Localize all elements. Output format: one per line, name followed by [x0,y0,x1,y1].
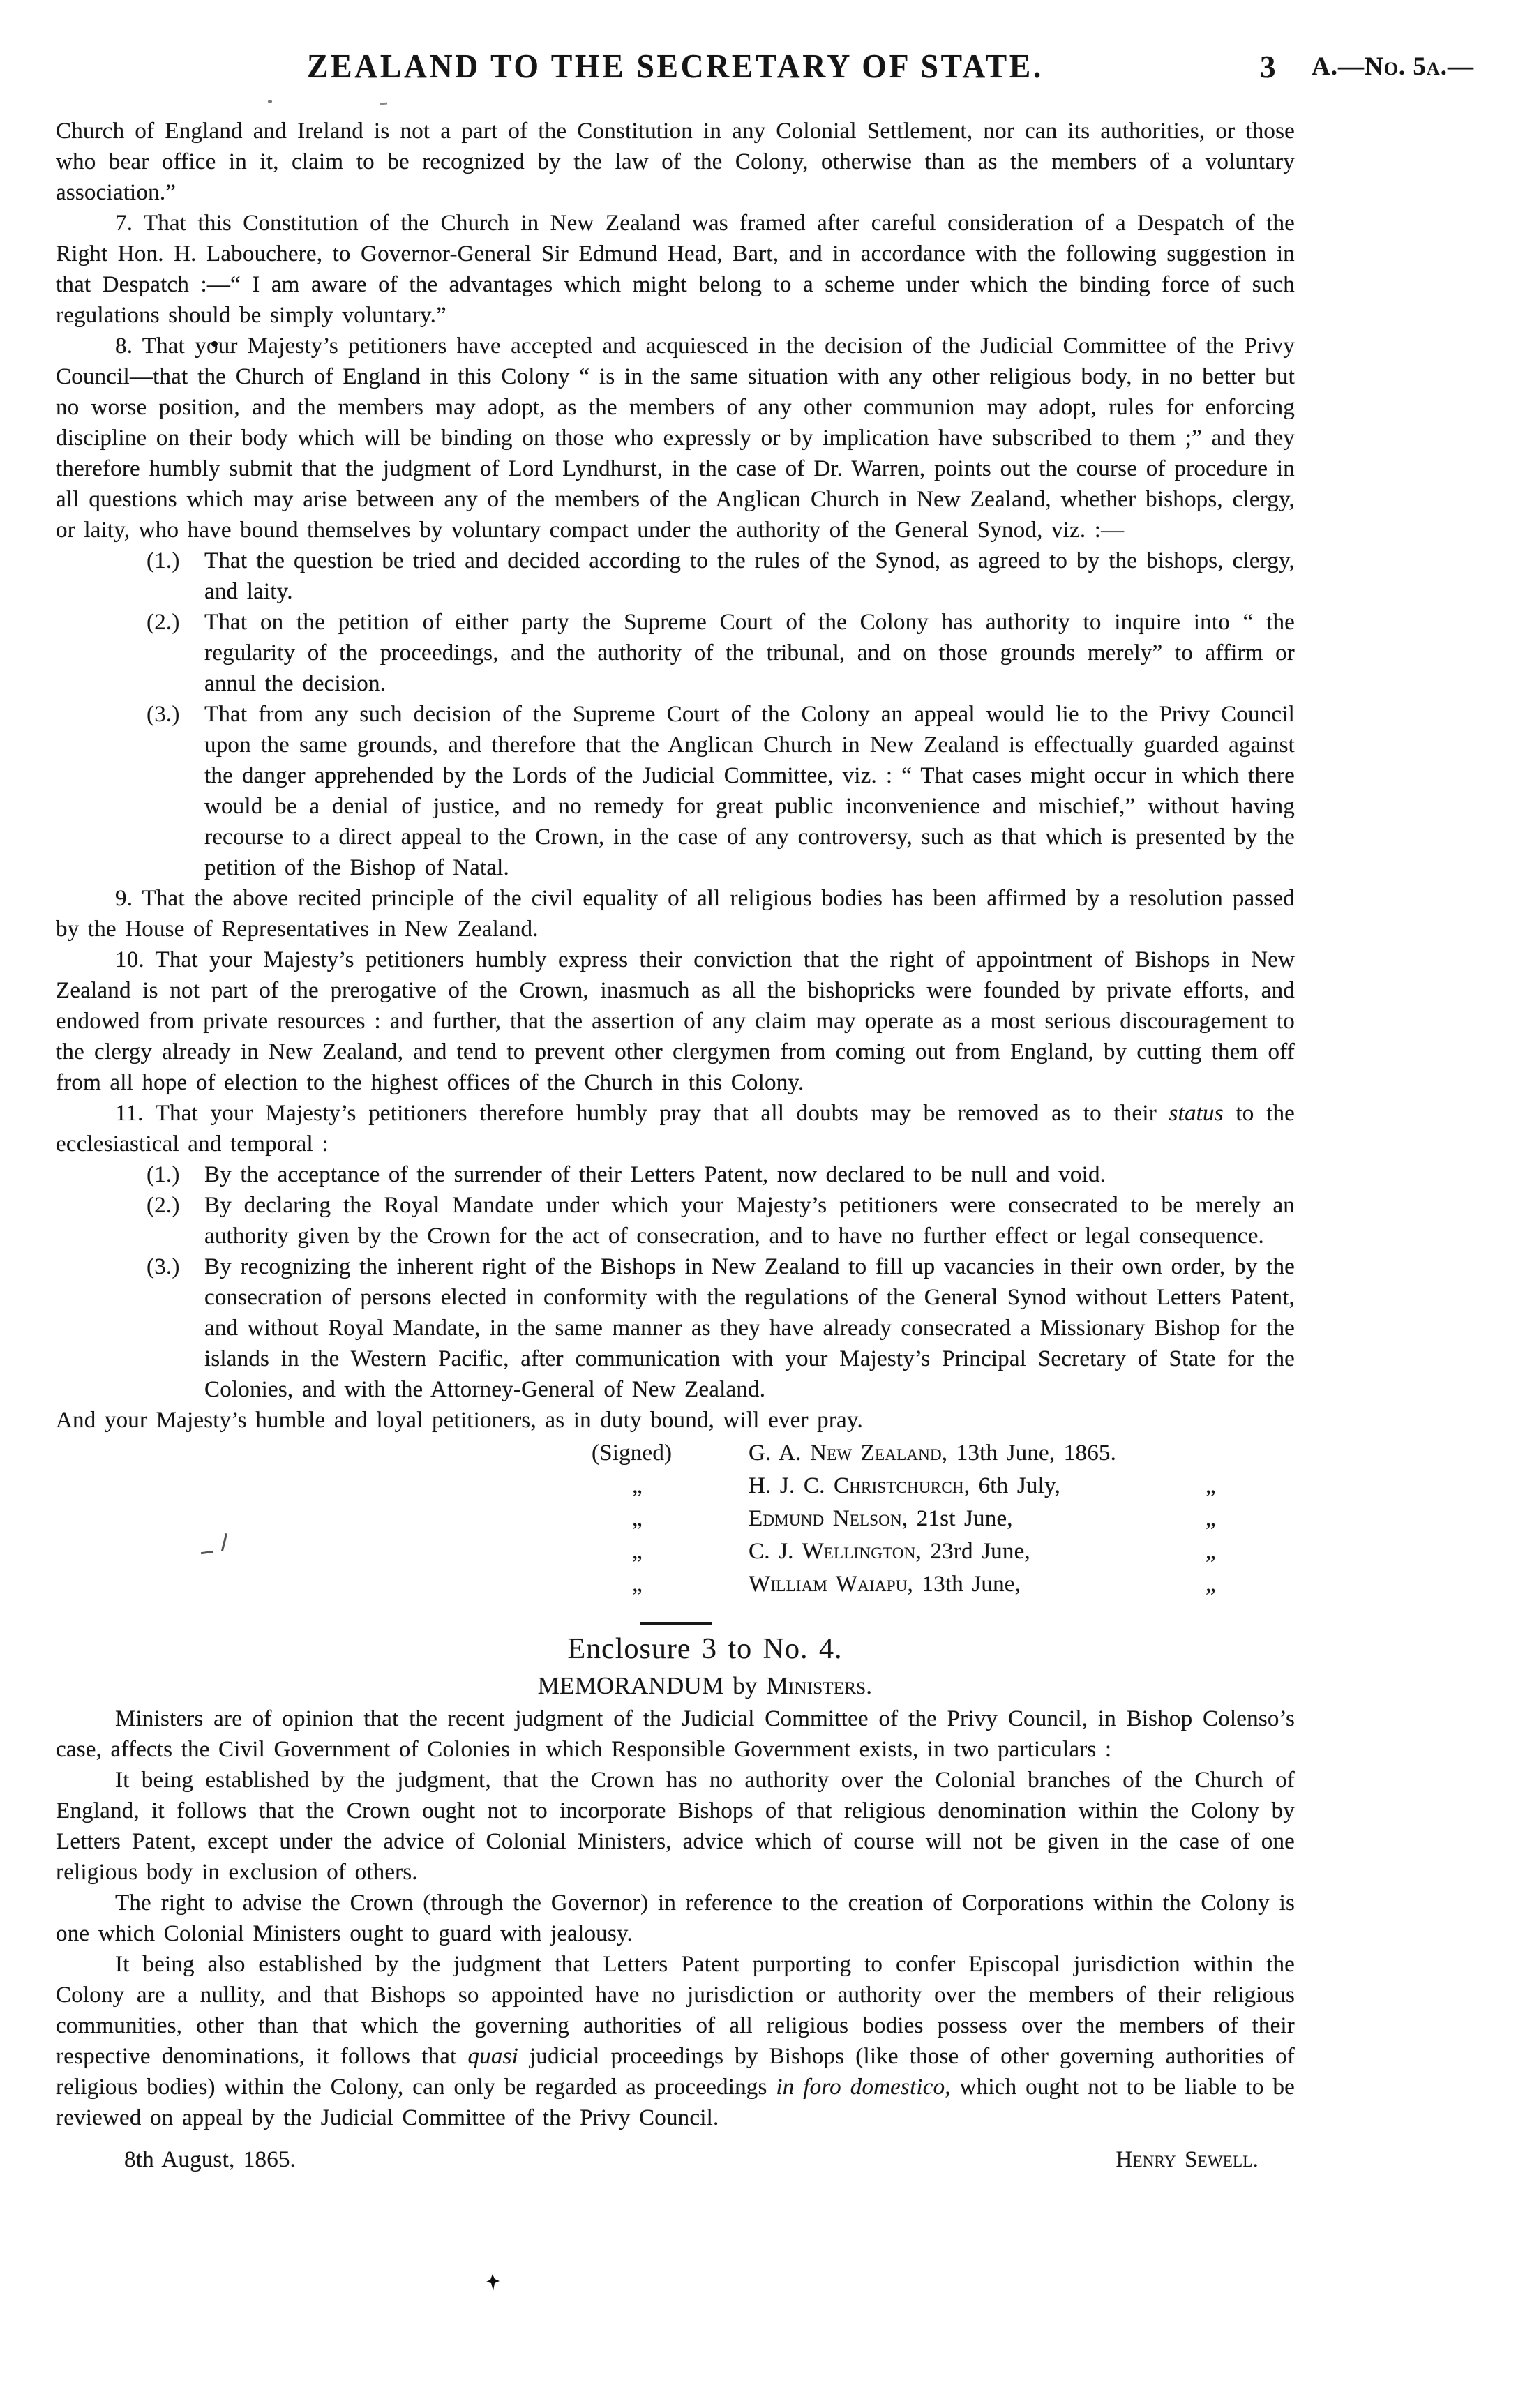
list-item [56,607,1295,699]
list-item-text: That the question be tried and decided according to the rules of the Synod, as agreed to by the bishops, clergy, and laity. [204,548,1295,604]
list-marker: (3.) [147,1254,180,1279]
pencil-dot [268,100,272,103]
petition-paragraph-11: 11. That your Majesty’s petitioners therefore humbly pray that all doubts may be removed as to their status to the ecclesiastical and temporal : [56,1101,1295,1157]
signatory [749,1535,1206,1568]
list-marker: (3.) [147,702,180,727]
memo-paragraph-4: It being also established by the judgment that Letters Patent purporting to confer Episcopal jurisdiction within the Colony are a nullity, and that Bishops so appointed have no jurisdiction or authority over the members of their religious communities, other than that which the governing authorities of all religious bodies possess over the members of their respective denominations, it follows that quasi judicial proceedings by Bishops (like those of other governing authorities of religious bodies) within the Colony, can only be regarded as proceedings in foro domestico, which ought not to be liable to be reviewed on appeal by the Judicial Committee of the Privy Council. [56,1952,1296,2130]
ditto-mark: „ [1206,1539,1216,1564]
petition-closing-line: And your Majesty’s humble and loyal petitioners, as in duty bound, will ever pray. [56,1408,863,1433]
enclosure-heading: Enclosure 3 to No. 4. [567,1633,843,1665]
signed-label: (Signed) [592,1440,673,1466]
signatory-name: H. J. C. Christchurch, [749,1473,970,1498]
memo-paragraph-1: Ministers are of opinion that the recent judgment of the Judicial Committee of the Privy Council, in Bishop Colenso’s case, affects the Civil Government of Colonies in which Responsible Government exists, in two particulars : [56,1706,1295,1762]
petition-paragraph-8: 8. That your Majesty’s petitioners have accepted and acquiesced in the decision of the Judicial Committee of the Privy Council—that the Church of England in this Colony “ is in the same situation with any other religious body, in no better but no worse position, and the members may adopt, as the members of any other communion may adopt, rules for enforcing discipline on their body which will be binding on those who expressly or by implication have subscribed to them ;” and they therefore humbly submit that the judgment of Lord Lyndhurst, in the case of Dr. Warren, points out the course of procedure in all questions which may arise between any of the members of the Anglican Church in New Zealand, whether bishops, clergy, or laity, who have bound themselves by voluntary compact under the authority of the General Synod, viz. :— [56,333,1295,543]
list-item-text: By declaring the Royal Mandate under which your Majesty’s petitioners were consecrated to be merely an authority given by the Crown for the act of consecration, and to have no further effect or legal consequence. [204,1193,1295,1249]
ditto-mark: „ [632,1572,643,1597]
signatory [749,1503,1206,1535]
list-item [56,1190,1295,1251]
list-marker: (1.) [147,1162,180,1187]
signature-date: 6th July, [978,1473,1060,1498]
signature-date: 21st June, [916,1506,1013,1531]
ditto-mark: „ [1206,1572,1216,1597]
ditto-mark: „ [632,1473,643,1498]
ink-blob-mark [486,2274,500,2294]
signature-row [592,1470,1295,1503]
memo-signature: Henry Sewell. [1116,2147,1259,2172]
text-column [56,116,1295,2175]
list-item [56,699,1295,883]
signature-row [592,1503,1295,1535]
signatory-name: William Waiapu, [749,1572,913,1597]
signature-row [592,1437,1295,1470]
signature-row [592,1568,1295,1601]
signature-date: 23rd June, [930,1539,1030,1564]
ditto-mark: „ [632,1506,643,1531]
petition-list-2 [56,1159,1295,1405]
running-title: ZEALAND TO THE SECRETARY OF STATE. [307,47,1044,85]
memorandum-by: by [723,1672,767,1699]
ditto-mark: „ [1206,1473,1216,1498]
document-reference: A.—No. 5a.— [1312,52,1474,81]
signatory-name: G. A. New Zealand, [749,1440,948,1466]
list-item-text: That on the petition of either party the Supreme Court of the Colony has authority to inquire into “ the regularity of the proceedings, and the authority of the tribunal, and on those grounds merely” to affirm or annul the decision. [204,610,1295,696]
signatory [749,1437,1206,1470]
list-marker: (2.) [147,1193,180,1218]
signature-date: 13th June, [922,1572,1021,1597]
memorandum-ministers: Ministers. [766,1672,873,1699]
memorandum-title: MEMORANDUM [537,1672,724,1699]
memo-signoff-row [56,2144,1295,2175]
memo-paragraph-2: It being established by the judgment, that the Crown has no authority over the Colonial branches of the Church of England, it follows that the Crown ought not to incorporate Bishops of that religious denomination within the Colony by Letters Patent, except under the advice of Colonial Ministers, advice which of course will not be given in the case of one religious body in exclusion of others. [56,1768,1295,1885]
signature-date: 13th June, 1865. [956,1440,1117,1466]
list-marker: (2.) [147,610,180,635]
signatory-name: C. J. Wellington, [749,1539,922,1564]
signatory [749,1470,1206,1503]
memo-date: 8th August, 1865. [124,2147,296,2172]
pencil-dot [380,103,387,105]
list-item-text: By recognizing the inherent right of the Bishops in New Zealand to fill up vacancies in their own order, by the consecration of persons elected in conformity with the regulations of the General Synod without Letters Patent, and without Royal Mandate, in the same manner as they have already consecrated a Missionary Bishop for the islands in the Western Pacific, after communication with your Majesty’s Principal Secretary of State for the Colonies, and with the Attorney-General of New Zealand. [204,1254,1295,1402]
list-item [56,1251,1295,1405]
signature-block [592,1437,1295,1601]
petition-paragraph-9: 9. That the above recited principle of the civil equality of all religious bodies has been affirmed by a resolution passed by the House of Representatives in New Zealand. [56,886,1295,942]
memorandum-heading [56,1669,1295,1703]
signatory-name: Edmund Nelson, [749,1506,908,1531]
memo-paragraph-3: The right to advise the Crown (through the Governor) in reference to the creation of Corporations within the Colony is one which Colonial Ministers ought to guard with jealousy. [56,1890,1295,1946]
page-number: 3 [1260,50,1276,84]
list-item-text: That from any such decision of the Supreme Court of the Colony an appeal would lie to the Privy Council upon the same grounds, and therefore that the Anglican Church in New Zealand is effectually guarded against the danger apprehended by the Lords of the Judicial Committee, viz. : “ That cases might occur in which there would be a denial of justice, and no remedy for great public inconvenience and mischief,” without having recourse to a direct appeal to the Crown, in the case of any controversy, such as that which is presented by the petition of the Bishop of Natal. [204,702,1295,880]
ditto-mark: „ [632,1539,643,1564]
petition-paragraph-7: 7. That this Constitution of the Church in New Zealand was framed after careful consideration of a Despatch of the Right Hon. H. Labouchere, to Governor-General Sir Edmund Head, Bart, and in accordance with the following suggestion in that Despatch :—“ I am aware of the advantages which might belong to a scheme under which the binding force of such regulations should be simply voluntary.” [56,211,1295,328]
petition-list-1 [56,545,1295,883]
ditto-mark: „ [1206,1506,1216,1531]
list-item [56,1159,1295,1190]
section-divider [640,1622,712,1625]
list-marker: (1.) [147,548,180,573]
signature-row [592,1535,1295,1568]
petition-paragraph-10: 10. That your Majesty’s petitioners humbly express their conviction that the right of appointment of Bishops in New Zealand is not part of the prerogative of the Crown, inasmuch as all the bishopricks were founded by private efforts, and endowed from private resources : and further, that the assertion of any claim may operate as a most serious discouragement to the clergy already in New Zealand, and tend to prevent other clergymen from coming out from England, by cutting them off from all hope of election to the highest offices of the Church in this Colony. [56,947,1295,1095]
petition-intro-paragraph: Church of England and Ireland is not a part of the Constitution in any Colonial Settlement, nor can its authorities, or those who bear office in it, claim to be recognized by the law of the Colony, otherwise than as the members of a voluntary association.” [56,119,1295,205]
signatory [749,1568,1206,1601]
list-item [56,545,1295,607]
list-item-text: By the acceptance of the surrender of their Letters Patent, now declared to be null and void. [204,1162,1106,1187]
page-header [0,46,1532,95]
